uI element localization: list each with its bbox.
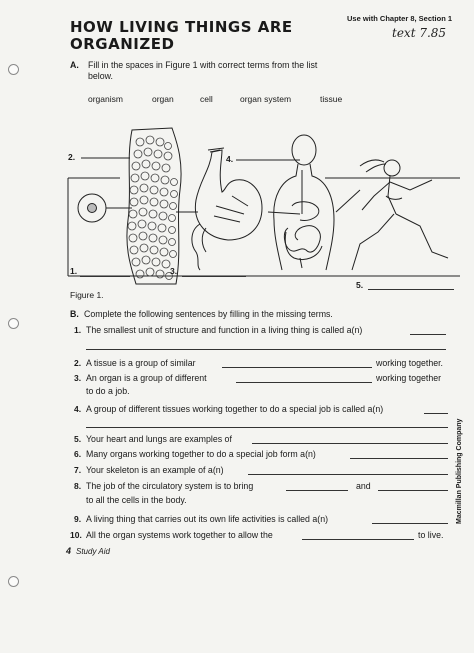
word-bank-organ: organ (152, 94, 174, 104)
item-4-blank-2[interactable] (86, 427, 448, 428)
item-8-number: 8. (74, 481, 82, 491)
item-6-number: 6. (74, 449, 82, 459)
page-number: 4 (66, 546, 72, 556)
stomach-drawing (192, 148, 262, 270)
part-a-instruction-2: below. (88, 71, 113, 81)
item-10-number: 10. (70, 530, 82, 540)
item-3-text: An organ is a group of different (86, 373, 207, 383)
study-aid-label: Study Aid (76, 547, 110, 556)
item-1-blank-2[interactable] (86, 349, 446, 350)
item-2-tail: working together. (376, 358, 443, 368)
blank-5-line[interactable] (368, 289, 454, 290)
item-10-blank[interactable] (302, 539, 414, 540)
organ-system-drawing (274, 135, 334, 270)
item-1-text: The smallest unit of structure and function in a living thing is called a(n) (86, 325, 363, 335)
blank-3-number: 3. (170, 266, 178, 276)
word-bank-tissue: tissue (320, 94, 343, 104)
item-2-blank[interactable] (222, 367, 372, 368)
item-8-mid: and (356, 481, 371, 491)
item-3-tail: working together (376, 373, 442, 383)
word-bank-cell: cell (200, 94, 213, 104)
blank-2-number: 2. (68, 152, 76, 162)
blank-1-line[interactable] (80, 276, 130, 277)
word-bank-organism: organism (88, 94, 123, 104)
item-5-number: 5. (74, 434, 82, 444)
item-6-blank[interactable] (350, 458, 448, 459)
item-4-text: A group of different tissues working together to do a special job is called a(n) (86, 404, 384, 414)
item-9-number: 9. (74, 514, 82, 524)
item-4-number: 4. (74, 404, 82, 414)
item-3-number: 3. (74, 373, 82, 383)
publisher-credit: Macmillan Publishing Company (456, 418, 463, 524)
worksheet-title-line2: ORGANIZED (70, 35, 175, 53)
item-7-blank[interactable] (248, 474, 448, 475)
item-4-blank[interactable] (424, 413, 448, 414)
word-bank-organ-system: organ system (240, 94, 292, 104)
item-8-blank-2[interactable] (378, 490, 448, 491)
item-3-continuation: to do a job. (86, 386, 130, 396)
organism-drawing (352, 160, 448, 270)
blank-1-number: 1. (70, 266, 78, 276)
item-10-text: All the organ systems work together to allow the (86, 530, 273, 540)
item-8-continuation: to all the cells in the body. (86, 495, 187, 505)
part-b-instruction: Complete the following sentences by filling in the missing terms. (84, 309, 333, 319)
item-3-blank[interactable] (236, 382, 372, 383)
item-9-text: A living thing that carries out its own life activities is called a(n) (86, 514, 329, 524)
item-1-blank[interactable] (410, 334, 446, 335)
tissue-drawing (127, 128, 181, 284)
item-8-text: The job of the circulatory system is to bring (86, 481, 254, 491)
item-5-text: Your heart and lungs are examples of (86, 434, 232, 444)
item-7-number: 7. (74, 465, 82, 475)
part-a-letter: A. (70, 60, 79, 70)
item-8-blank-1[interactable] (286, 490, 348, 491)
item-5-blank[interactable] (252, 443, 448, 444)
item-9-blank[interactable] (372, 523, 448, 524)
item-2-text: A tissue is a group of similar (86, 358, 196, 368)
figure-caption: Figure 1. (70, 290, 104, 300)
item-7-text: Your skeleton is an example of a(n) (86, 465, 224, 475)
item-2-number: 2. (74, 358, 82, 368)
item-10-tail: to live. (418, 530, 444, 540)
part-a-instruction-1: Fill in the spaces in Figure 1 with correct terms from the list (88, 60, 318, 70)
blank-3-line[interactable] (182, 276, 246, 277)
part-b-letter: B. (70, 309, 79, 319)
handwritten-note: text 7.85 (392, 26, 447, 40)
item-6-text: Many organs working together to do a special job form a(n) (86, 449, 316, 459)
worksheet-title-line1: HOW LIVING THINGS ARE (70, 18, 293, 36)
use-with-label: Use with Chapter 8, Section 1 (347, 14, 453, 23)
blank-5-number: 5. (356, 280, 364, 290)
blank-4-number: 4. (226, 154, 234, 164)
item-1-number: 1. (74, 325, 82, 335)
